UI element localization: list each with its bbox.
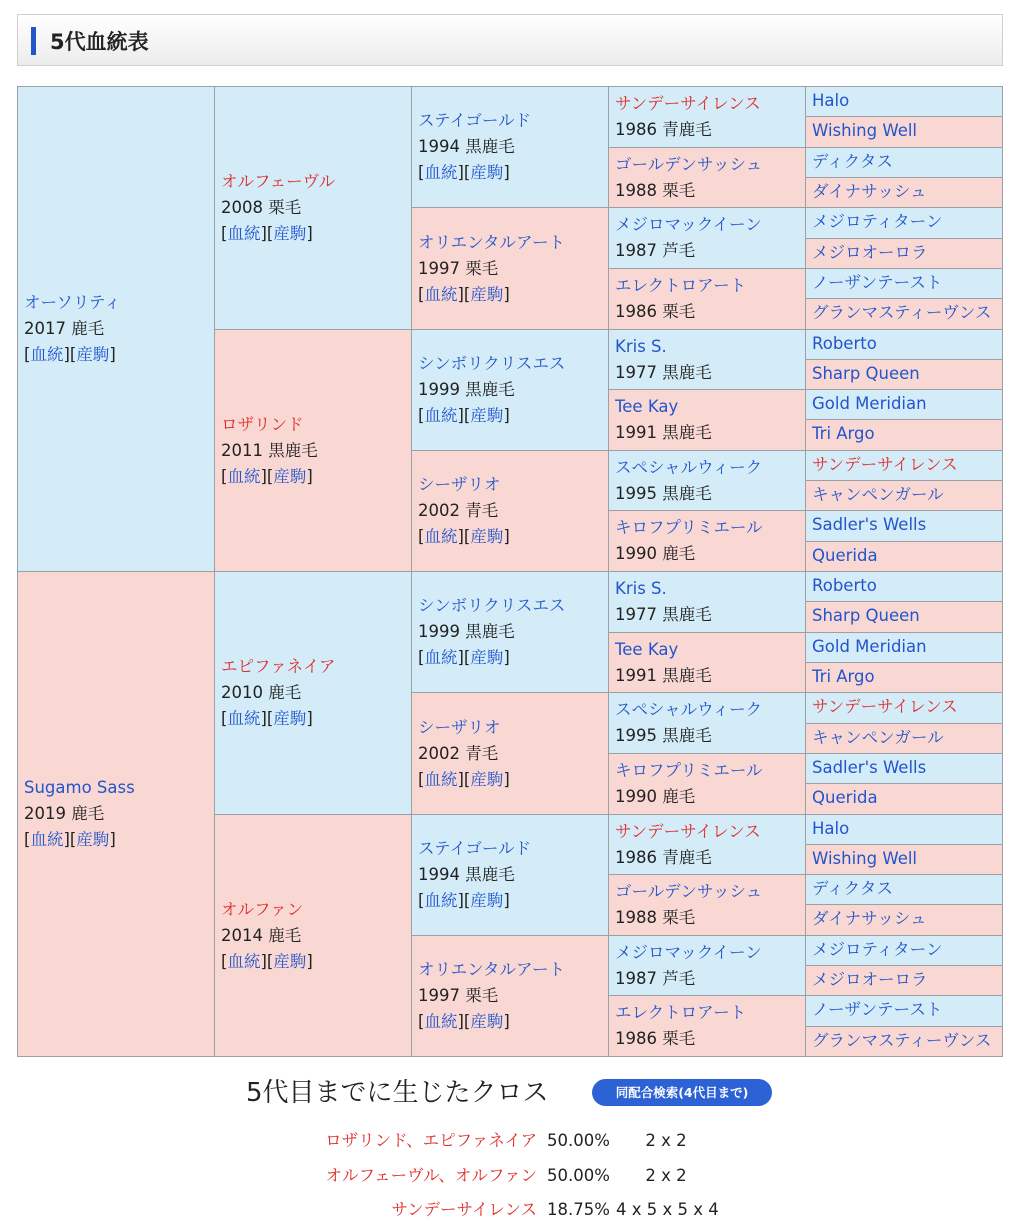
horse-info: 1987 芦毛 (615, 968, 696, 988)
horse-info: 2008 栗毛 (221, 198, 302, 217)
horse-links (418, 160, 602, 186)
horse-name-link[interactable]: Gold Meridian (812, 637, 927, 656)
pedigree-cell-gen5 (805, 177, 1003, 208)
horse-name-link[interactable]: オリエンタルアート (418, 232, 566, 252)
bracket: ][ (457, 1012, 471, 1031)
horse-name-link[interactable]: サンデーサイレンス (812, 455, 958, 474)
bracket: ] (503, 891, 510, 910)
horse-info: 2002 青毛 (418, 743, 499, 763)
horse-links (418, 888, 602, 914)
horse-info: 2017 鹿毛 (24, 319, 105, 338)
horse-name-link[interactable]: ノーザンテースト (812, 273, 943, 292)
pedigree-cell-gen4 (608, 450, 806, 511)
horse-info: 1991 黒鹿毛 (615, 665, 712, 685)
cross-percentage: 18.75% (547, 1200, 610, 1219)
pedigree-cell-gen5 (805, 116, 1003, 148)
horse-links (418, 524, 602, 550)
pedigree-table (17, 86, 1003, 1056)
horse-info: 1988 栗毛 (615, 180, 696, 200)
bracket: ][ (260, 709, 274, 728)
pedigree-cell-gen5 (805, 904, 1003, 936)
bracket: ][ (260, 466, 274, 486)
horse-links (221, 464, 405, 490)
cross-percentage: 50.00% (547, 1131, 610, 1150)
pedigree-cell-gen5 (805, 783, 1003, 815)
horse-info: 1977 黒鹿毛 (615, 605, 712, 624)
pedigree-cell-gen5 (805, 419, 1003, 451)
offspring-link[interactable]: 産駒 (273, 709, 307, 728)
pedigree-cell-gen4 (608, 692, 806, 754)
horse-links (24, 342, 208, 368)
horse-info: 2019 鹿毛 (24, 804, 105, 823)
horse-name-link[interactable]: サンデーサイレンス (812, 697, 958, 716)
horse-name-link[interactable]: メジロマックイーン (615, 215, 762, 234)
pedigree-cell-gen4 (608, 510, 806, 572)
horse-name-link[interactable]: キロフプリミエール (615, 518, 763, 537)
horse-info: 1994 黒鹿毛 (418, 137, 515, 156)
pedigree-cell-gen3 (411, 207, 609, 330)
pedigree-cell-gen5 (805, 601, 1003, 633)
pedigree-cell-gen5 (805, 298, 1003, 330)
cross-pattern: 4 x 5 x 5 x 4 (616, 1200, 719, 1219)
bracket: ][ (63, 345, 77, 364)
pedigree-link[interactable]: 血統 (424, 648, 458, 667)
pedigree-cell-gen3 (411, 450, 609, 572)
bracket: [ (418, 284, 425, 304)
horse-name-link[interactable]: スペシャルウィーク (615, 700, 763, 719)
offspring-link[interactable]: 産駒 (76, 830, 110, 849)
pedigree-link[interactable]: 血統 (227, 951, 261, 971)
horse-links (221, 949, 405, 975)
horse-name-link[interactable]: ゴールデンサッシュ (615, 882, 763, 901)
bracket: ] (306, 951, 313, 971)
horse-name-link[interactable]: エピファネイア (221, 657, 336, 676)
horse-info: 1986 青鹿毛 (615, 120, 712, 139)
pedigree-cell-gen4 (608, 632, 806, 693)
horse-info: 1995 黒鹿毛 (615, 726, 712, 745)
bracket: ] (503, 1012, 510, 1031)
pedigree-cell-gen5 (805, 753, 1003, 784)
horse-name-link[interactable]: ディクタス (812, 879, 893, 898)
pedigree-cell-gen1 (17, 86, 215, 572)
bracket: ][ (457, 406, 471, 425)
horse-name-link[interactable]: Querida (812, 788, 878, 807)
offspring-link[interactable]: 産駒 (273, 224, 307, 243)
horse-links (24, 827, 208, 853)
horse-info: 1999 黒鹿毛 (418, 622, 515, 641)
pedigree-cell-gen4 (608, 874, 806, 936)
pedigree-cell-gen3 (411, 814, 609, 936)
horse-name-link[interactable]: Roberto (812, 334, 877, 353)
pedigree-cell-gen5 (805, 329, 1003, 360)
cross-percentage: 50.00% (547, 1166, 610, 1185)
pedigree-cell-gen5 (805, 450, 1003, 481)
pedigree-cell-gen5 (805, 723, 1003, 754)
offspring-link[interactable]: 産駒 (470, 648, 504, 667)
horse-info: 1986 栗毛 (615, 1029, 696, 1048)
horse-name-link[interactable]: Tri Argo (812, 424, 875, 443)
pedigree-link[interactable]: 血統 (424, 769, 458, 789)
horse-links (221, 706, 405, 732)
bracket: [ (418, 406, 425, 425)
bracket: ][ (260, 224, 274, 243)
horse-name-link[interactable]: Sharp Queen (812, 364, 920, 383)
horse-links (418, 767, 602, 793)
bracket: ][ (457, 648, 471, 667)
bracket: [ (418, 648, 425, 667)
pedigree-cell-gen5 (805, 359, 1003, 390)
horse-name-link[interactable]: オーソリティ (24, 293, 121, 312)
horse-name-link[interactable]: オリエンタルアート (418, 960, 566, 979)
pedigree-cell-gen4 (608, 571, 806, 633)
pedigree-cell-gen5 (805, 147, 1003, 178)
horse-name-link[interactable]: オルフェーヴル (221, 172, 336, 191)
horse-name-link[interactable]: ダイナサッシュ (812, 182, 927, 201)
horse-name-link[interactable]: キャンペンガール (812, 485, 944, 504)
bracket: ] (109, 830, 116, 849)
pedigree-cell-gen5 (805, 510, 1003, 542)
pedigree-cell-gen3 (411, 692, 609, 815)
bracket: ] (109, 345, 116, 364)
horse-links (418, 282, 602, 308)
pedigree-link[interactable]: 血統 (424, 1012, 458, 1031)
offspring-link[interactable]: 産駒 (470, 769, 504, 789)
horse-name-link[interactable]: Sugamo Sass (24, 778, 135, 797)
offspring-link[interactable]: 産駒 (273, 466, 307, 486)
horse-info: 1999 黒鹿毛 (418, 380, 515, 399)
bracket: [ (418, 1012, 425, 1031)
horse-name-link[interactable]: グランマスティーヴンス (812, 1031, 992, 1050)
horse-name-link[interactable]: エレクトロアート (615, 276, 747, 295)
horse-name-link[interactable]: Wishing Well (812, 849, 918, 868)
horse-links (418, 403, 602, 429)
pedigree-link[interactable]: 血統 (424, 163, 458, 182)
pedigree-cell-gen5 (805, 238, 1003, 269)
horse-name-link[interactable]: Halo (812, 91, 850, 110)
horse-name-link[interactable]: Kris S. (615, 336, 667, 356)
pedigree-cell-gen5 (805, 389, 1003, 420)
bracket: [ (221, 466, 228, 486)
pedigree-cell-gen5 (805, 874, 1003, 905)
horse-info: 1988 栗毛 (615, 908, 696, 927)
horse-info: 1986 青鹿毛 (615, 847, 712, 867)
cross-horse-link[interactable]: オルフェーヴル、オルファン (325, 1166, 537, 1185)
pedigree-cell-gen1 (17, 571, 215, 1057)
horse-name-link[interactable]: Tee Kay (615, 639, 679, 659)
horse-name-link[interactable]: Gold Meridian (812, 394, 927, 413)
cross-row (0, 1128, 1019, 1154)
horse-info: 1987 芦毛 (615, 241, 696, 260)
pedigree-cell-gen5 (805, 207, 1003, 239)
horse-links (418, 1009, 602, 1035)
pedigree-cell-gen5 (805, 541, 1003, 572)
pedigree-cell-gen5 (805, 814, 1003, 845)
offspring-link[interactable]: 産駒 (76, 345, 110, 364)
pedigree-cell-gen5 (805, 995, 1003, 1027)
horse-name-link[interactable]: Sadler's Wells (812, 758, 927, 777)
pedigree-cell-gen4 (608, 995, 806, 1057)
pedigree-cell-gen4 (608, 389, 806, 451)
pedigree-cell-gen3 (411, 571, 609, 693)
pedigree-cell-gen5 (805, 632, 1003, 663)
bracket: ] (503, 527, 510, 546)
pedigree-cell-gen2 (214, 86, 412, 330)
pedigree-cell-gen4 (608, 935, 806, 996)
pedigree-link[interactable]: 血統 (227, 466, 261, 486)
horse-name-link[interactable]: シーザリオ (418, 475, 501, 494)
pedigree-cell-gen5 (805, 965, 1003, 996)
section-header (17, 14, 1003, 66)
cross-pattern: 2 x 2 (645, 1166, 687, 1185)
pedigree-link[interactable]: 血統 (30, 830, 64, 849)
horse-info: 1991 黒鹿毛 (615, 423, 712, 442)
horse-info: 2002 青毛 (418, 501, 499, 520)
horse-info: 1997 栗毛 (418, 986, 499, 1005)
horse-name-link[interactable]: Wishing Well (812, 121, 918, 140)
bracket: ] (503, 406, 510, 425)
bracket: ][ (457, 891, 471, 910)
bracket: ] (306, 709, 313, 728)
horse-name-link[interactable]: メジロティターン (812, 212, 943, 231)
horse-name-link[interactable]: メジロティターン (812, 940, 943, 959)
pedigree-cell-gen5 (805, 268, 1003, 299)
pedigree-cell-gen2 (214, 571, 412, 815)
pedigree-link[interactable]: 血統 (30, 345, 64, 364)
horse-name-link[interactable]: オルファン (221, 899, 304, 919)
horse-name-link[interactable]: エレクトロアート (615, 1003, 747, 1022)
horse-name-link[interactable]: Tri Argo (812, 667, 875, 686)
horse-name-link[interactable]: Halo (812, 819, 850, 838)
pedigree-cell-gen5 (805, 844, 1003, 875)
bracket: [ (221, 224, 228, 243)
cross-row (0, 1197, 1019, 1223)
horse-name-link[interactable]: メジロマックイーン (615, 942, 762, 962)
pedigree-cell-gen5 (805, 480, 1003, 511)
horse-info: 1986 栗毛 (615, 302, 696, 321)
bracket: ] (306, 466, 313, 486)
pedigree-cell-gen5 (805, 86, 1003, 117)
bracket: ][ (457, 527, 471, 546)
pedigree-cell-gen2 (214, 329, 412, 572)
offspring-link[interactable]: 産駒 (470, 163, 504, 182)
pedigree-link[interactable]: 血統 (424, 284, 458, 304)
bracket: ] (503, 648, 510, 667)
horse-name-link[interactable]: Kris S. (615, 579, 667, 598)
horse-links (418, 645, 602, 671)
horse-name-link[interactable]: Sadler's Wells (812, 515, 927, 534)
horse-info: 2014 鹿毛 (221, 925, 302, 945)
pedigree-cell-gen4 (608, 814, 806, 875)
bracket: ][ (457, 163, 471, 182)
horse-info: 1997 栗毛 (418, 258, 499, 278)
horse-name-link[interactable]: ゴールデンサッシュ (615, 154, 763, 174)
horse-name-link[interactable]: Roberto (812, 576, 877, 595)
bracket: [ (418, 527, 425, 546)
horse-name-link[interactable]: Sharp Queen (812, 606, 920, 625)
horse-info: 1995 黒鹿毛 (615, 483, 712, 503)
section-title: 5代血統表 (50, 30, 149, 54)
pedigree-cell-gen4 (608, 329, 806, 390)
horse-name-link[interactable]: スペシャルウィーク (615, 457, 763, 477)
horse-info: 1994 黒鹿毛 (418, 865, 515, 884)
horse-name-link[interactable]: ステイゴールド (418, 839, 532, 858)
offspring-link[interactable]: 産駒 (470, 406, 504, 425)
pedigree-cell-gen4 (608, 86, 806, 148)
horse-name-link[interactable]: シンボリクリスエス (418, 596, 566, 615)
pedigree-cell-gen4 (608, 268, 806, 330)
offspring-link[interactable]: 産駒 (470, 1012, 504, 1031)
cross-row (0, 1163, 1019, 1189)
pedigree-cell-gen3 (411, 935, 609, 1057)
pedigree-link[interactable]: 血統 (424, 891, 458, 910)
bracket: ] (503, 769, 510, 789)
horse-name-link[interactable]: シーザリオ (418, 717, 501, 737)
pedigree-link[interactable]: 血統 (227, 709, 261, 728)
pedigree-cell-gen5 (805, 692, 1003, 724)
section-accent-bar (31, 27, 36, 55)
cross-horse-link[interactable]: ロザリンド、エピファネイア (325, 1131, 537, 1150)
pedigree-cell-gen5 (805, 935, 1003, 966)
bracket: ][ (63, 830, 77, 849)
cross-pattern: 2 x 2 (645, 1131, 687, 1150)
bracket: [ (24, 830, 31, 849)
pedigree-link[interactable]: 血統 (424, 527, 458, 546)
bracket: [ (24, 345, 31, 364)
offspring-link[interactable]: 産駒 (273, 951, 307, 971)
horse-name-link[interactable]: ノーザンテースト (812, 1000, 943, 1019)
pedigree-cell-gen4 (608, 753, 806, 815)
horse-name-link[interactable]: シンボリクリスエス (418, 354, 566, 373)
horse-name-link[interactable]: メジロオーロラ (812, 243, 928, 262)
horse-info: 1990 鹿毛 (615, 787, 696, 806)
horse-name-link[interactable]: サンデーサイレンス (615, 821, 761, 841)
pedigree-link[interactable]: 血統 (227, 224, 261, 243)
pedigree-cell-gen3 (411, 329, 609, 451)
bracket: [ (418, 769, 425, 789)
bracket: ] (306, 224, 313, 243)
horse-name-link[interactable]: キロフプリミエール (615, 761, 763, 780)
horse-name-link[interactable]: メジロオーロラ (812, 970, 928, 989)
cross-horse-link[interactable]: サンデーサイレンス (391, 1200, 537, 1219)
bracket: [ (221, 709, 228, 728)
offspring-link[interactable]: 産駒 (470, 891, 504, 910)
horse-name-link[interactable]: ディクタス (812, 152, 893, 171)
horse-name-link[interactable]: ダイナサッシュ (812, 909, 927, 928)
offspring-link[interactable]: 産駒 (470, 527, 504, 546)
horse-info: 1977 黒鹿毛 (615, 362, 712, 382)
horse-name-link[interactable]: Tee Kay (615, 397, 679, 416)
bracket: ] (503, 284, 510, 304)
horse-info: 2010 鹿毛 (221, 683, 302, 702)
pedigree-link[interactable]: 血統 (424, 406, 458, 425)
cross-title: 5代目までに生じたクロス (246, 1078, 549, 1108)
horse-name-link[interactable]: Querida (812, 546, 878, 565)
bracket: [ (418, 163, 425, 182)
pedigree-cell-gen4 (608, 207, 806, 269)
horse-info: 1990 鹿毛 (615, 544, 696, 563)
horse-name-link[interactable]: ロザリンド (221, 414, 304, 434)
horse-name-link[interactable]: キャンペンガール (812, 728, 944, 747)
bracket: ] (503, 163, 510, 182)
pedigree-cell-gen5 (805, 571, 1003, 602)
pedigree-cell-gen5 (805, 662, 1003, 693)
pedigree-cell-gen4 (608, 147, 806, 208)
bracket: ][ (457, 284, 471, 304)
horse-links (221, 221, 405, 247)
pedigree-cell-gen5 (805, 1026, 1003, 1057)
bracket: [ (221, 951, 228, 971)
pedigree-cell-gen3 (411, 86, 609, 208)
horse-name-link[interactable]: サンデーサイレンス (615, 94, 761, 113)
bracket: ][ (260, 951, 274, 971)
offspring-link[interactable]: 産駒 (470, 284, 504, 304)
similar-breeding-search-button[interactable]: 同配合検索(4代目まで) (592, 1079, 772, 1106)
pedigree-cell-gen2 (214, 814, 412, 1057)
bracket: [ (418, 891, 425, 910)
bracket: ][ (457, 769, 471, 789)
horse-name-link[interactable]: ステイゴールド (418, 111, 532, 130)
horse-name-link[interactable]: グランマスティーヴンス (812, 303, 992, 322)
horse-info: 2011 黒鹿毛 (221, 440, 318, 460)
